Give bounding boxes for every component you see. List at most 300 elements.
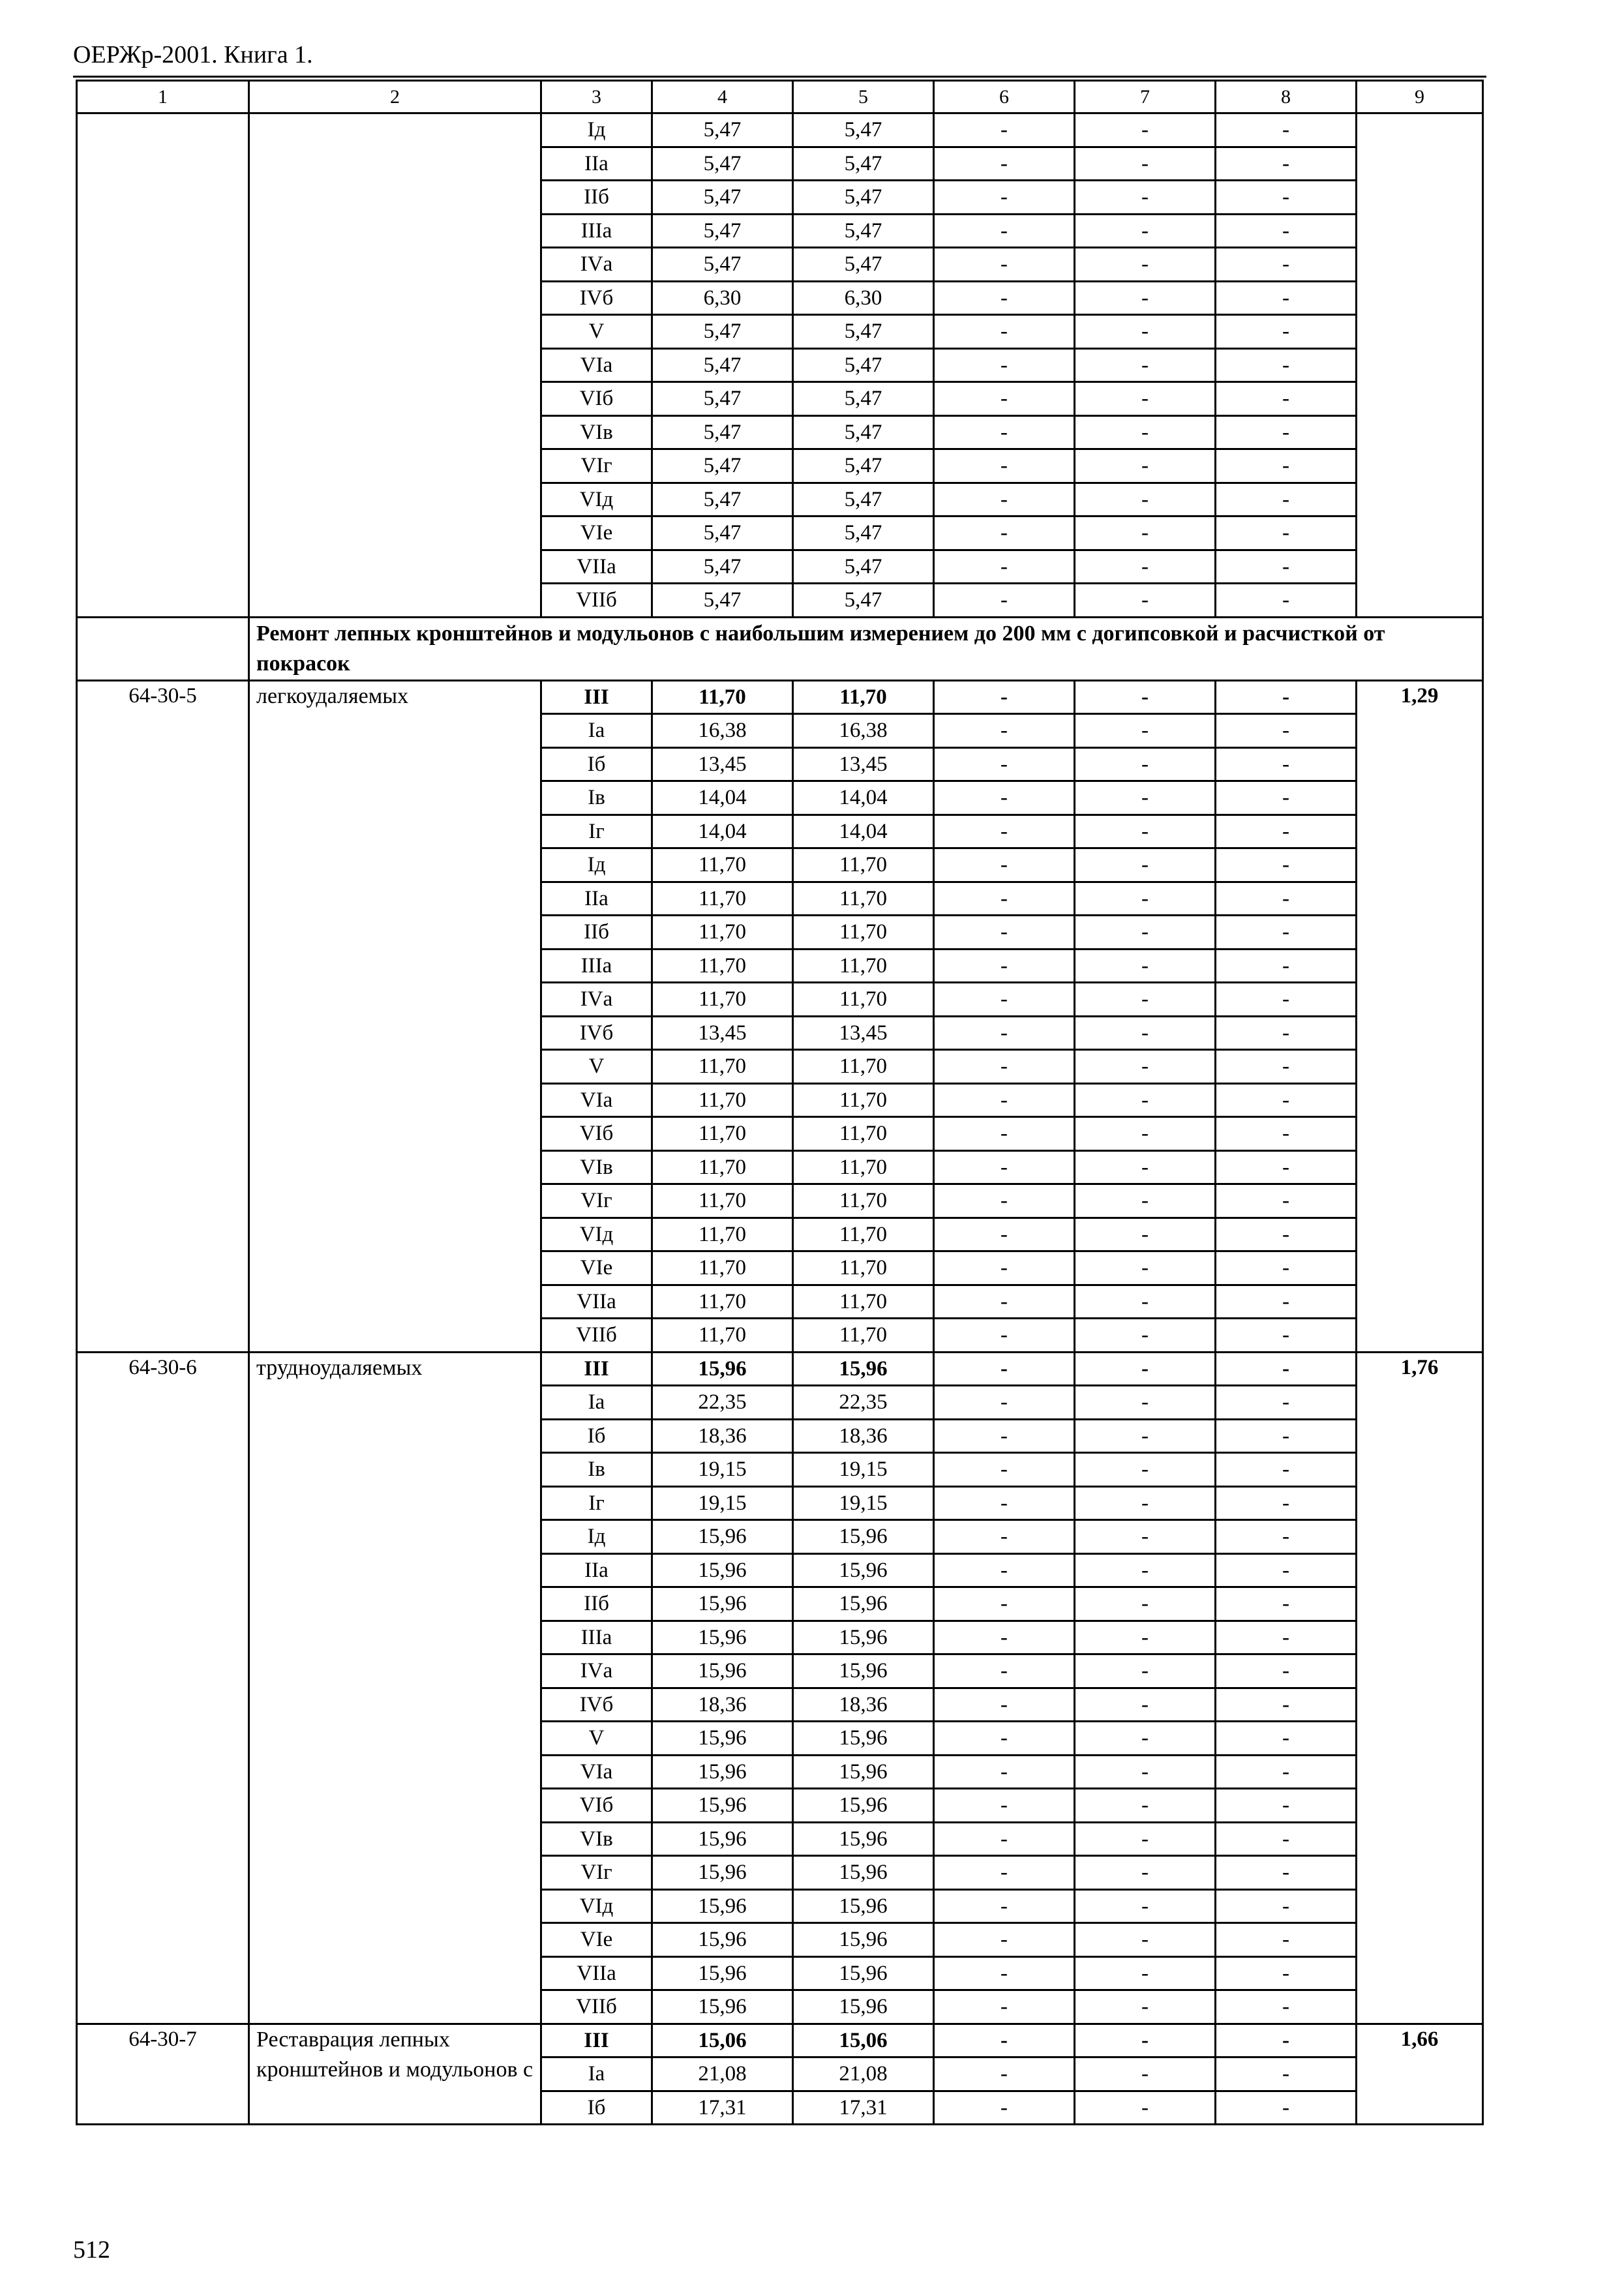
cell-col-5: 5,47 [793, 415, 934, 449]
cell-col-4: 18,36 [652, 1688, 793, 1722]
cell-col-6: - [934, 1520, 1075, 1554]
cell-col-7: - [1075, 848, 1216, 882]
cell-col-6: - [934, 550, 1075, 584]
cell-col-8: - [1216, 680, 1357, 714]
cell-col-7: - [1075, 1285, 1216, 1319]
cell-col-8: - [1216, 1553, 1357, 1587]
cell-col-7: - [1075, 1923, 1216, 1957]
cell-col-7: - [1075, 1856, 1216, 1890]
cell-col-5: 14,04 [793, 815, 934, 848]
cell-col-7: - [1075, 550, 1216, 584]
cell-col-3: VIIб [541, 584, 652, 618]
cell-col-8: - [1216, 415, 1357, 449]
cell-col-4: 15,96 [652, 1956, 793, 1990]
cell-col-7: - [1075, 315, 1216, 349]
cell-col-3: VIе [541, 1923, 652, 1957]
cell-col-7: - [1075, 983, 1216, 1017]
cell-col-6: - [934, 1856, 1075, 1890]
column-number-9: 9 [1357, 81, 1483, 113]
cell-col-5: 15,96 [793, 1956, 934, 1990]
cell-col-6: - [934, 1553, 1075, 1587]
cell-col-7: - [1075, 882, 1216, 916]
cell-col-5: 11,70 [793, 1319, 934, 1353]
cell-col-3: VIб [541, 1789, 652, 1823]
cell-col-5: 15,06 [793, 2024, 934, 2057]
cell-col-3: Iв [541, 781, 652, 815]
cell-col-6: - [934, 1956, 1075, 1990]
cell-col-3: IVб [541, 1688, 652, 1722]
cell-col-7: - [1075, 1083, 1216, 1117]
cell-col-7: - [1075, 916, 1216, 950]
cell-col-4: 15,96 [652, 1889, 793, 1923]
cell-col-6: - [934, 181, 1075, 215]
cell-col-8: - [1216, 1419, 1357, 1453]
cell-col-5: 15,96 [793, 1520, 934, 1554]
cell-col-5: 13,45 [793, 1016, 934, 1050]
cell-col-8: - [1216, 882, 1357, 916]
cell-col-3: IVа [541, 248, 652, 282]
cell-col-8: - [1216, 1285, 1357, 1319]
cell-col-7: - [1075, 949, 1216, 983]
cell-col-6: - [934, 2024, 1075, 2057]
cell-col-6: - [934, 1587, 1075, 1621]
cell-col-3: VIв [541, 1150, 652, 1184]
cell-col-4: 15,96 [652, 1587, 793, 1621]
cell-col-8: - [1216, 1352, 1357, 1386]
cell-col-5: 15,96 [793, 1755, 934, 1789]
cell-col-3: Iб [541, 1419, 652, 1453]
cell-col-6: - [934, 147, 1075, 181]
cell-col-5: 15,96 [793, 1889, 934, 1923]
header-rule [73, 76, 1486, 78]
name-cell-continued [249, 113, 541, 618]
cell-col-4: 11,70 [652, 1285, 793, 1319]
cell-col-7: - [1075, 1789, 1216, 1823]
cell-col-8: - [1216, 2091, 1357, 2125]
cell-col-4: 5,47 [652, 516, 793, 550]
cell-col-7: - [1075, 1251, 1216, 1285]
column-number-7: 7 [1075, 81, 1216, 113]
cell-col-5: 11,70 [793, 916, 934, 950]
cell-col-7: - [1075, 1386, 1216, 1420]
cell-col-7: - [1075, 714, 1216, 748]
cell-col-5: 18,36 [793, 1688, 934, 1722]
cell-col-5: 5,47 [793, 214, 934, 248]
cell-col-6: - [934, 1083, 1075, 1117]
cell-col-5: 15,96 [793, 1856, 934, 1890]
cell-col-6: - [934, 1150, 1075, 1184]
cell-col-5: 15,96 [793, 1923, 934, 1957]
cell-col-4: 6,30 [652, 281, 793, 315]
page-header-title: ОЕРЖр-2001. Книга 1. [73, 41, 313, 68]
cell-col-4: 15,96 [652, 1856, 793, 1890]
cell-col-5: 19,15 [793, 1486, 934, 1520]
cell-col-6: - [934, 214, 1075, 248]
cell-col-5: 19,15 [793, 1453, 934, 1487]
cell-col-8: - [1216, 983, 1357, 1017]
cell-col-4: 5,47 [652, 147, 793, 181]
column-number-row [77, 81, 1483, 113]
cell-col-7: - [1075, 1722, 1216, 1756]
item-code: 64-30-6 [77, 1352, 249, 2024]
cell-col-6: - [934, 714, 1075, 748]
cell-col-7: - [1075, 1621, 1216, 1654]
cell-col-3: VIIа [541, 550, 652, 584]
cell-col-7: - [1075, 2024, 1216, 2057]
cell-col-8: - [1216, 1453, 1357, 1487]
cell-col-8: - [1216, 248, 1357, 282]
cell-col-8: - [1216, 449, 1357, 483]
cell-col-8: - [1216, 1621, 1357, 1654]
cell-col-7: - [1075, 248, 1216, 282]
cell-col-8: - [1216, 516, 1357, 550]
cell-col-4: 5,47 [652, 315, 793, 349]
cell-col-8: - [1216, 1050, 1357, 1084]
column-number-6: 6 [934, 81, 1075, 113]
cell-col-4: 5,47 [652, 181, 793, 215]
cell-col-7: - [1075, 1184, 1216, 1218]
cell-col-6: - [934, 584, 1075, 618]
cell-col-4: 19,15 [652, 1486, 793, 1520]
cell-col-3: III [541, 2024, 652, 2057]
cell-col-5: 15,96 [793, 1654, 934, 1688]
cell-col-4: 11,70 [652, 1251, 793, 1285]
cell-col-3: V [541, 1722, 652, 1756]
cell-col-3: VIIа [541, 1285, 652, 1319]
cell-col-5: 13,45 [793, 747, 934, 781]
cell-col-8: - [1216, 550, 1357, 584]
cell-col-8: - [1216, 1184, 1357, 1218]
cell-col-7: - [1075, 1486, 1216, 1520]
cell-col-6: - [934, 1319, 1075, 1353]
cell-col-4: 5,47 [652, 415, 793, 449]
cell-col-3: VIв [541, 415, 652, 449]
cell-col-3: IVа [541, 1654, 652, 1688]
cell-col-3: VIг [541, 1184, 652, 1218]
cell-col-4: 11,70 [652, 882, 793, 916]
cell-col-8: - [1216, 1956, 1357, 1990]
cell-col-5: 14,04 [793, 781, 934, 815]
cell-col-5: 11,70 [793, 1184, 934, 1218]
cell-col-7: - [1075, 747, 1216, 781]
cell-col-3: Iг [541, 815, 652, 848]
cell-col-3: VIв [541, 1822, 652, 1856]
cell-col-3: Iд [541, 113, 652, 147]
cell-col-8: - [1216, 1117, 1357, 1151]
cell-col-7: - [1075, 1319, 1216, 1353]
cell-col-4: 19,15 [652, 1453, 793, 1487]
cell-col-5: 21,08 [793, 2057, 934, 2091]
cell-col-3: IIа [541, 882, 652, 916]
cell-col-6: - [934, 1117, 1075, 1151]
cell-col-4: 15,96 [652, 1621, 793, 1654]
cell-col-4: 11,70 [652, 848, 793, 882]
cell-col-3: VIб [541, 382, 652, 416]
table-row [77, 1352, 1483, 1386]
cell-col-5: 11,70 [793, 1285, 934, 1319]
cell-col-5: 11,70 [793, 882, 934, 916]
cell-col-8: - [1216, 483, 1357, 516]
cell-col-7: - [1075, 1654, 1216, 1688]
cell-col-6: - [934, 1050, 1075, 1084]
cell-col-4: 13,45 [652, 1016, 793, 1050]
cell-col-7: - [1075, 1822, 1216, 1856]
cell-col-4: 11,70 [652, 1150, 793, 1184]
cell-col-7: - [1075, 214, 1216, 248]
cell-col-5: 11,70 [793, 1083, 934, 1117]
cell-col-7: - [1075, 281, 1216, 315]
cell-col-6: - [934, 449, 1075, 483]
cell-col-7: - [1075, 113, 1216, 147]
cell-col-8: - [1216, 1654, 1357, 1688]
cell-col-5: 6,30 [793, 281, 934, 315]
cell-col-4: 5,47 [652, 584, 793, 618]
cell-col-5: 5,47 [793, 315, 934, 349]
column-number-8: 8 [1216, 81, 1357, 113]
cell-col-8: - [1216, 1520, 1357, 1554]
cell-col-6: - [934, 1990, 1075, 2024]
cell-col-6: - [934, 2057, 1075, 2091]
cell-col-3: Iд [541, 1520, 652, 1554]
cell-col-5: 5,47 [793, 181, 934, 215]
item-code: 64-30-5 [77, 680, 249, 1352]
cell-col-3: IIIа [541, 214, 652, 248]
column-number-5: 5 [793, 81, 934, 113]
cell-col-6: - [934, 315, 1075, 349]
cell-col-5: 16,38 [793, 714, 934, 748]
table-row [77, 113, 1483, 147]
cell-col-7: - [1075, 483, 1216, 516]
cell-col-7: - [1075, 348, 1216, 382]
cell-col-3: Iа [541, 714, 652, 748]
cell-col-5: 11,70 [793, 680, 934, 714]
cell-col-8: - [1216, 1889, 1357, 1923]
table-row [77, 2024, 1483, 2057]
cell-col-8: - [1216, 2024, 1357, 2057]
cell-col-3: IIб [541, 916, 652, 950]
cell-col-6: - [934, 1923, 1075, 1957]
cell-col-8: - [1216, 315, 1357, 349]
cell-col-3: IIа [541, 1553, 652, 1587]
cell-col-5: 5,47 [793, 516, 934, 550]
cell-col-7: - [1075, 516, 1216, 550]
cell-col-4: 15,96 [652, 1923, 793, 1957]
cell-col-6: - [934, 916, 1075, 950]
cell-col-4: 15,96 [652, 1553, 793, 1587]
cell-col-6: - [934, 1621, 1075, 1654]
cell-col-6: - [934, 382, 1075, 416]
cell-col-8: - [1216, 181, 1357, 215]
cell-col-3: III [541, 680, 652, 714]
cell-col-7: - [1075, 415, 1216, 449]
cell-col-8: - [1216, 1587, 1357, 1621]
cell-col-5: 22,35 [793, 1386, 934, 1420]
cell-col-5: 5,47 [793, 483, 934, 516]
cell-col-5: 15,96 [793, 1621, 934, 1654]
cell-col-6: - [934, 1016, 1075, 1050]
cell-col-4: 5,47 [652, 550, 793, 584]
cell-col-4: 15,96 [652, 1755, 793, 1789]
cell-col-7: - [1075, 1688, 1216, 1722]
cell-col-4: 11,70 [652, 1319, 793, 1353]
cell-col-7: - [1075, 1956, 1216, 1990]
cell-col-4: 5,47 [652, 483, 793, 516]
cell-col-3: VIе [541, 516, 652, 550]
cell-col-7: - [1075, 1889, 1216, 1923]
cell-col-4: 5,47 [652, 382, 793, 416]
cell-col-5: 15,96 [793, 1553, 934, 1587]
cell-col-7: - [1075, 1016, 1216, 1050]
cell-col-7: - [1075, 1453, 1216, 1487]
cell-col-3: VIIа [541, 1956, 652, 1990]
cell-col-3: V [541, 1050, 652, 1084]
cell-col-5: 17,31 [793, 2091, 934, 2125]
cell-col-5: 15,96 [793, 1587, 934, 1621]
cell-col-4: 14,04 [652, 815, 793, 848]
cell-col-6: - [934, 1889, 1075, 1923]
cell-col-8: - [1216, 1083, 1357, 1117]
cell-col-4: 11,70 [652, 1083, 793, 1117]
cell-col-8: - [1216, 1722, 1357, 1756]
cell-col-3: IVб [541, 1016, 652, 1050]
cell-col-6: - [934, 248, 1075, 282]
cell-col-5: 11,70 [793, 1150, 934, 1184]
cell-col-8: - [1216, 1319, 1357, 1353]
cell-col-6: - [934, 1755, 1075, 1789]
cell-col-4: 5,47 [652, 248, 793, 282]
cell-col-3: Iа [541, 2057, 652, 2091]
cell-col-3: VIб [541, 1117, 652, 1151]
column-number-2: 2 [249, 81, 541, 113]
cell-col-6: - [934, 1251, 1075, 1285]
column-number-4: 4 [652, 81, 793, 113]
cell-col-8: - [1216, 1218, 1357, 1251]
cell-col-7: - [1075, 1419, 1216, 1453]
cell-col-6: - [934, 1419, 1075, 1453]
cell-col-7: - [1075, 1352, 1216, 1386]
cell-col-5: 15,96 [793, 1722, 934, 1756]
cell-col-7: - [1075, 1587, 1216, 1621]
cell-col-6: - [934, 1722, 1075, 1756]
cell-col-6: - [934, 1184, 1075, 1218]
cell-col-6: - [934, 415, 1075, 449]
cell-col-4: 15,96 [652, 1789, 793, 1823]
cell-col-3: VIе [541, 1251, 652, 1285]
cell-col-3: Iа [541, 1386, 652, 1420]
cell-col-7: - [1075, 1050, 1216, 1084]
cell-col-3: VIIб [541, 1319, 652, 1353]
cell-col-5: 5,47 [793, 113, 934, 147]
cell-col-3: VIг [541, 449, 652, 483]
code-cell-continued [77, 113, 249, 618]
cell-col-8: - [1216, 1789, 1357, 1823]
cell-col-6: - [934, 1654, 1075, 1688]
cell-col-8: - [1216, 949, 1357, 983]
cell-col-6: - [934, 113, 1075, 147]
item-coefficient: 1,29 [1357, 680, 1483, 1352]
cell-col-4: 15,96 [652, 1822, 793, 1856]
cell-col-4: 15,96 [652, 1520, 793, 1554]
cell-col-5: 15,96 [793, 1789, 934, 1823]
cell-col-5: 5,47 [793, 147, 934, 181]
cell-col-7: - [1075, 147, 1216, 181]
cell-col-8: - [1216, 1386, 1357, 1420]
cell-col-8: - [1216, 147, 1357, 181]
cell-col-6: - [934, 1453, 1075, 1487]
table-body [77, 81, 1483, 2125]
cell-col-4: 5,47 [652, 348, 793, 382]
cell-col-3: VIг [541, 1856, 652, 1890]
page-number: 512 [73, 2236, 110, 2264]
cell-col-5: 11,70 [793, 983, 934, 1017]
cell-col-3: VIа [541, 1083, 652, 1117]
cell-col-4: 18,36 [652, 1419, 793, 1453]
cell-col-4: 21,08 [652, 2057, 793, 2091]
cell-col-4: 11,70 [652, 916, 793, 950]
cell-col-3: Iб [541, 2091, 652, 2125]
cell-col-3: Iг [541, 1486, 652, 1520]
cell-col-6: - [934, 1285, 1075, 1319]
cell-col-8: - [1216, 1923, 1357, 1957]
column-number-3: 3 [541, 81, 652, 113]
cell-col-5: 5,47 [793, 449, 934, 483]
cell-col-5: 5,47 [793, 348, 934, 382]
section-title-row [77, 617, 1483, 680]
cell-col-3: IIа [541, 147, 652, 181]
cell-col-8: - [1216, 1251, 1357, 1285]
cell-col-3: VIIб [541, 1990, 652, 2024]
cell-col-7: - [1075, 584, 1216, 618]
cell-col-7: - [1075, 680, 1216, 714]
cell-col-5: 11,70 [793, 1117, 934, 1151]
cell-col-7: - [1075, 181, 1216, 215]
cell-col-8: - [1216, 916, 1357, 950]
cell-col-4: 11,70 [652, 1117, 793, 1151]
cell-col-3: VIд [541, 1889, 652, 1923]
cell-col-5: 11,70 [793, 1218, 934, 1251]
cell-col-7: - [1075, 382, 1216, 416]
cell-col-6: - [934, 281, 1075, 315]
section-title: Ремонт лепных кронштейнов и модульонов с наибольшим измерением до 200 мм с догипсовкой и расчисткой от покрасок [249, 617, 1483, 680]
cell-col-4: 11,70 [652, 1050, 793, 1084]
cell-col-8: - [1216, 1990, 1357, 2024]
cell-col-8: - [1216, 1688, 1357, 1722]
cell-col-6: - [934, 483, 1075, 516]
cell-col-7: - [1075, 1553, 1216, 1587]
cell-col-8: - [1216, 382, 1357, 416]
cell-col-4: 13,45 [652, 747, 793, 781]
cell-col-6: - [934, 1486, 1075, 1520]
cell-col-3: Iв [541, 1453, 652, 1487]
cell-col-7: - [1075, 1755, 1216, 1789]
cell-col-8: - [1216, 281, 1357, 315]
cell-col-5: 5,47 [793, 550, 934, 584]
cell-col-4: 15,96 [652, 1654, 793, 1688]
cell-col-7: - [1075, 2091, 1216, 2125]
cell-col-4: 11,70 [652, 680, 793, 714]
column-number-1: 1 [77, 81, 249, 113]
cell-col-6: - [934, 1218, 1075, 1251]
cell-col-4: 15,96 [652, 1722, 793, 1756]
cell-col-5: 15,96 [793, 1822, 934, 1856]
cell-col-7: - [1075, 781, 1216, 815]
cell-col-4: 5,47 [652, 449, 793, 483]
cell-col-3: VIд [541, 1218, 652, 1251]
cell-col-6: - [934, 815, 1075, 848]
cell-col-5: 5,47 [793, 382, 934, 416]
cell-col-8: - [1216, 848, 1357, 882]
cell-col-5: 18,36 [793, 1419, 934, 1453]
